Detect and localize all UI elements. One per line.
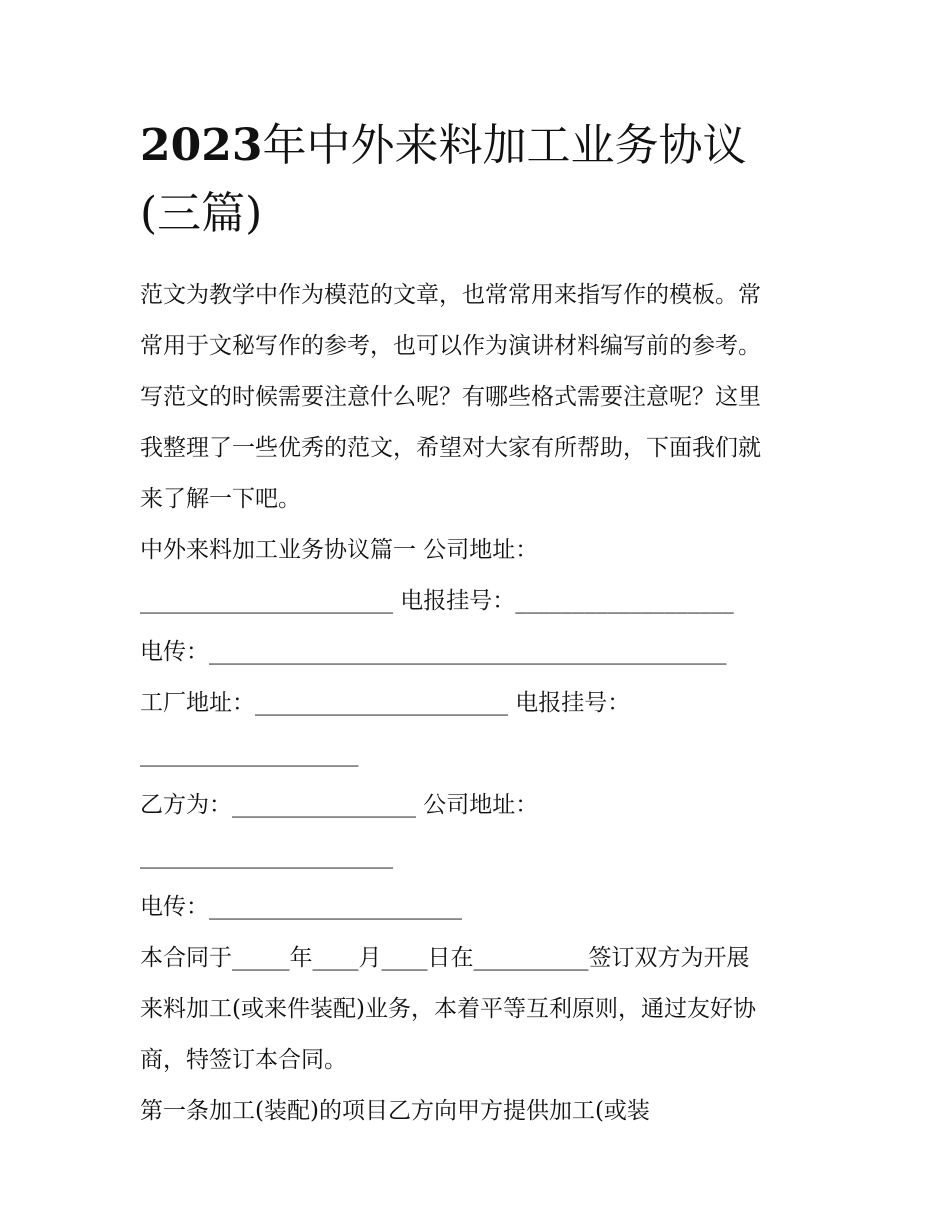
title-text: 年中外来料加工业务协议 (262, 120, 747, 171)
intro-line: 来了解一下吧。 (140, 486, 301, 512)
contract-line: 来料加工(或来件装配)业务，本着平等互利原则，通过友好协 (140, 996, 756, 1022)
contract-line: 商，特签订本合同。 (140, 1047, 347, 1073)
title-line-1 (140, 112, 820, 180)
form-line-blank: ___________________ (140, 741, 359, 767)
contract-line: 本合同于_____年____月____日在__________签订双方为开展 (140, 945, 750, 971)
form-line-telex: 电传：_____________________________________________ (140, 639, 727, 665)
document-title (140, 112, 820, 248)
form-line-company-address: ______________________ 电报挂号：___________________ (140, 588, 734, 614)
document-body (140, 270, 820, 1137)
intro-line: 常用于文秘写作的参考，也可以作为演讲材料编写前的参考。 (140, 333, 761, 359)
form-line-party-b: 乙方为：________________ 公司地址： (140, 792, 539, 818)
article-line: 第一条加工(装配)的项目乙方向甲方提供加工(或装 (140, 1098, 650, 1124)
form-line-blank: ______________________ (140, 843, 393, 869)
title-year: 2023 (140, 120, 263, 171)
document-page (140, 112, 820, 1137)
form-line-telex-b: 电传：______________________ (140, 894, 462, 920)
form-line-factory-address: 工厂地址：______________________ 电报挂号： (140, 690, 631, 716)
section-heading: 中外来料加工业务协议篇一 公司地址： (140, 537, 539, 563)
intro-line: 我整理了一些优秀的范文，希望对大家有所帮助，下面我们就 (140, 435, 761, 461)
title-line-2: (三篇) (140, 188, 263, 239)
intro-line: 写范文的时候需要注意什么呢？有哪些格式需要注意呢？这里 (140, 384, 761, 410)
intro-line: 范文为教学中作为模范的文章，也常常用来指写作的模板。常 (140, 282, 761, 308)
